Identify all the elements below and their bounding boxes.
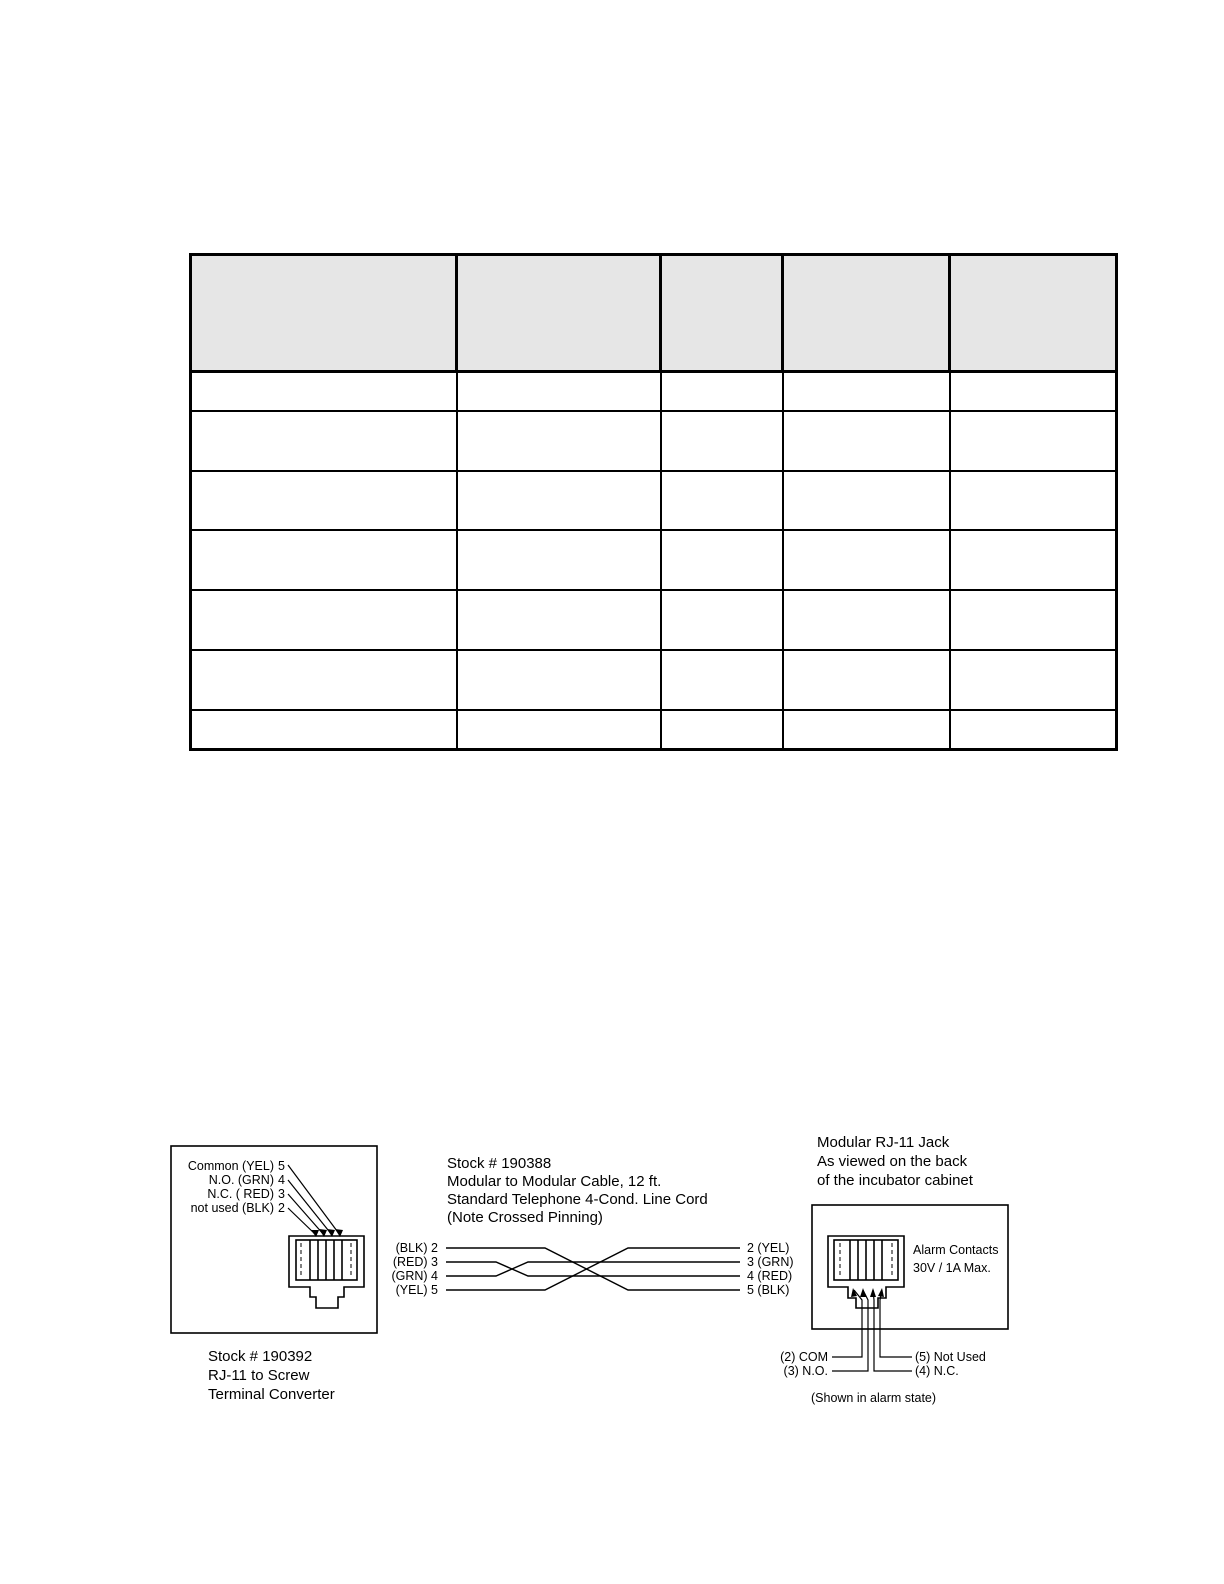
jack-terminal-nc: (4) N.C. [915,1364,959,1378]
jack-terminal-com: (2) COM [780,1350,828,1364]
converter-caption-line: RJ-11 to Screw [208,1367,310,1384]
jack-caption-line: As viewed on the back [817,1153,968,1170]
cable-right-pin: 5 (BLK) [747,1283,790,1297]
converter-socket-icon [289,1236,364,1308]
converter-pin-label: N.C. ( RED) [207,1187,274,1201]
jack-terminal-no: (3) N.O. [783,1364,828,1378]
cable-caption-line: Stock # 190388 [447,1155,552,1172]
jack-caption-line: Modular RJ-11 Jack [817,1134,950,1151]
jack-caption-line: of the incubator cabinet [817,1172,973,1189]
cable-wires [446,1248,740,1290]
converter-pin-number: 4 [278,1173,285,1187]
alarm-contacts-label: Alarm Contacts [913,1243,999,1257]
converter-caption-line: Stock # 190392 [208,1348,313,1365]
converter-pin-number: 5 [278,1159,285,1173]
converter-pin-number: 3 [278,1187,285,1201]
cable-left-pin: (RED) 3 [392,1255,438,1269]
cable-caption-line: Modular to Modular Cable, 12 ft. [447,1173,662,1190]
converter-pin-label: not used (BLK) [190,1201,274,1215]
cable-left-pin: (GRN) 4 [391,1269,438,1283]
cable-caption-line: (Note Crossed Pinning) [447,1209,603,1226]
converter-caption-line: Terminal Converter [208,1386,335,1403]
cable-left-pin: (YEL) 5 [395,1283,438,1297]
converter-pin-label: Common (YEL) [187,1159,274,1173]
cable-caption-line: Standard Telephone 4-Cond. Line Cord [447,1191,708,1208]
cable-left-pin: (BLK) 2 [395,1241,438,1255]
converter-pin-number: 2 [278,1201,285,1215]
cable-right-pin: 2 (YEL) [747,1241,790,1255]
cable-right-pin: 3 (GRN) [747,1255,794,1269]
converter-pin-label: N.O. (GRN) [208,1173,274,1187]
alarm-state-note: (Shown in alarm state) [811,1391,937,1405]
alarm-contacts-rating: 30V / 1A Max. [913,1261,991,1275]
jack-terminal-lines [832,1290,912,1371]
converter-leader-lines [288,1165,340,1235]
cable-right-pin: 4 (RED) [747,1269,793,1283]
jack-terminal-not-used: (5) Not Used [915,1350,986,1364]
